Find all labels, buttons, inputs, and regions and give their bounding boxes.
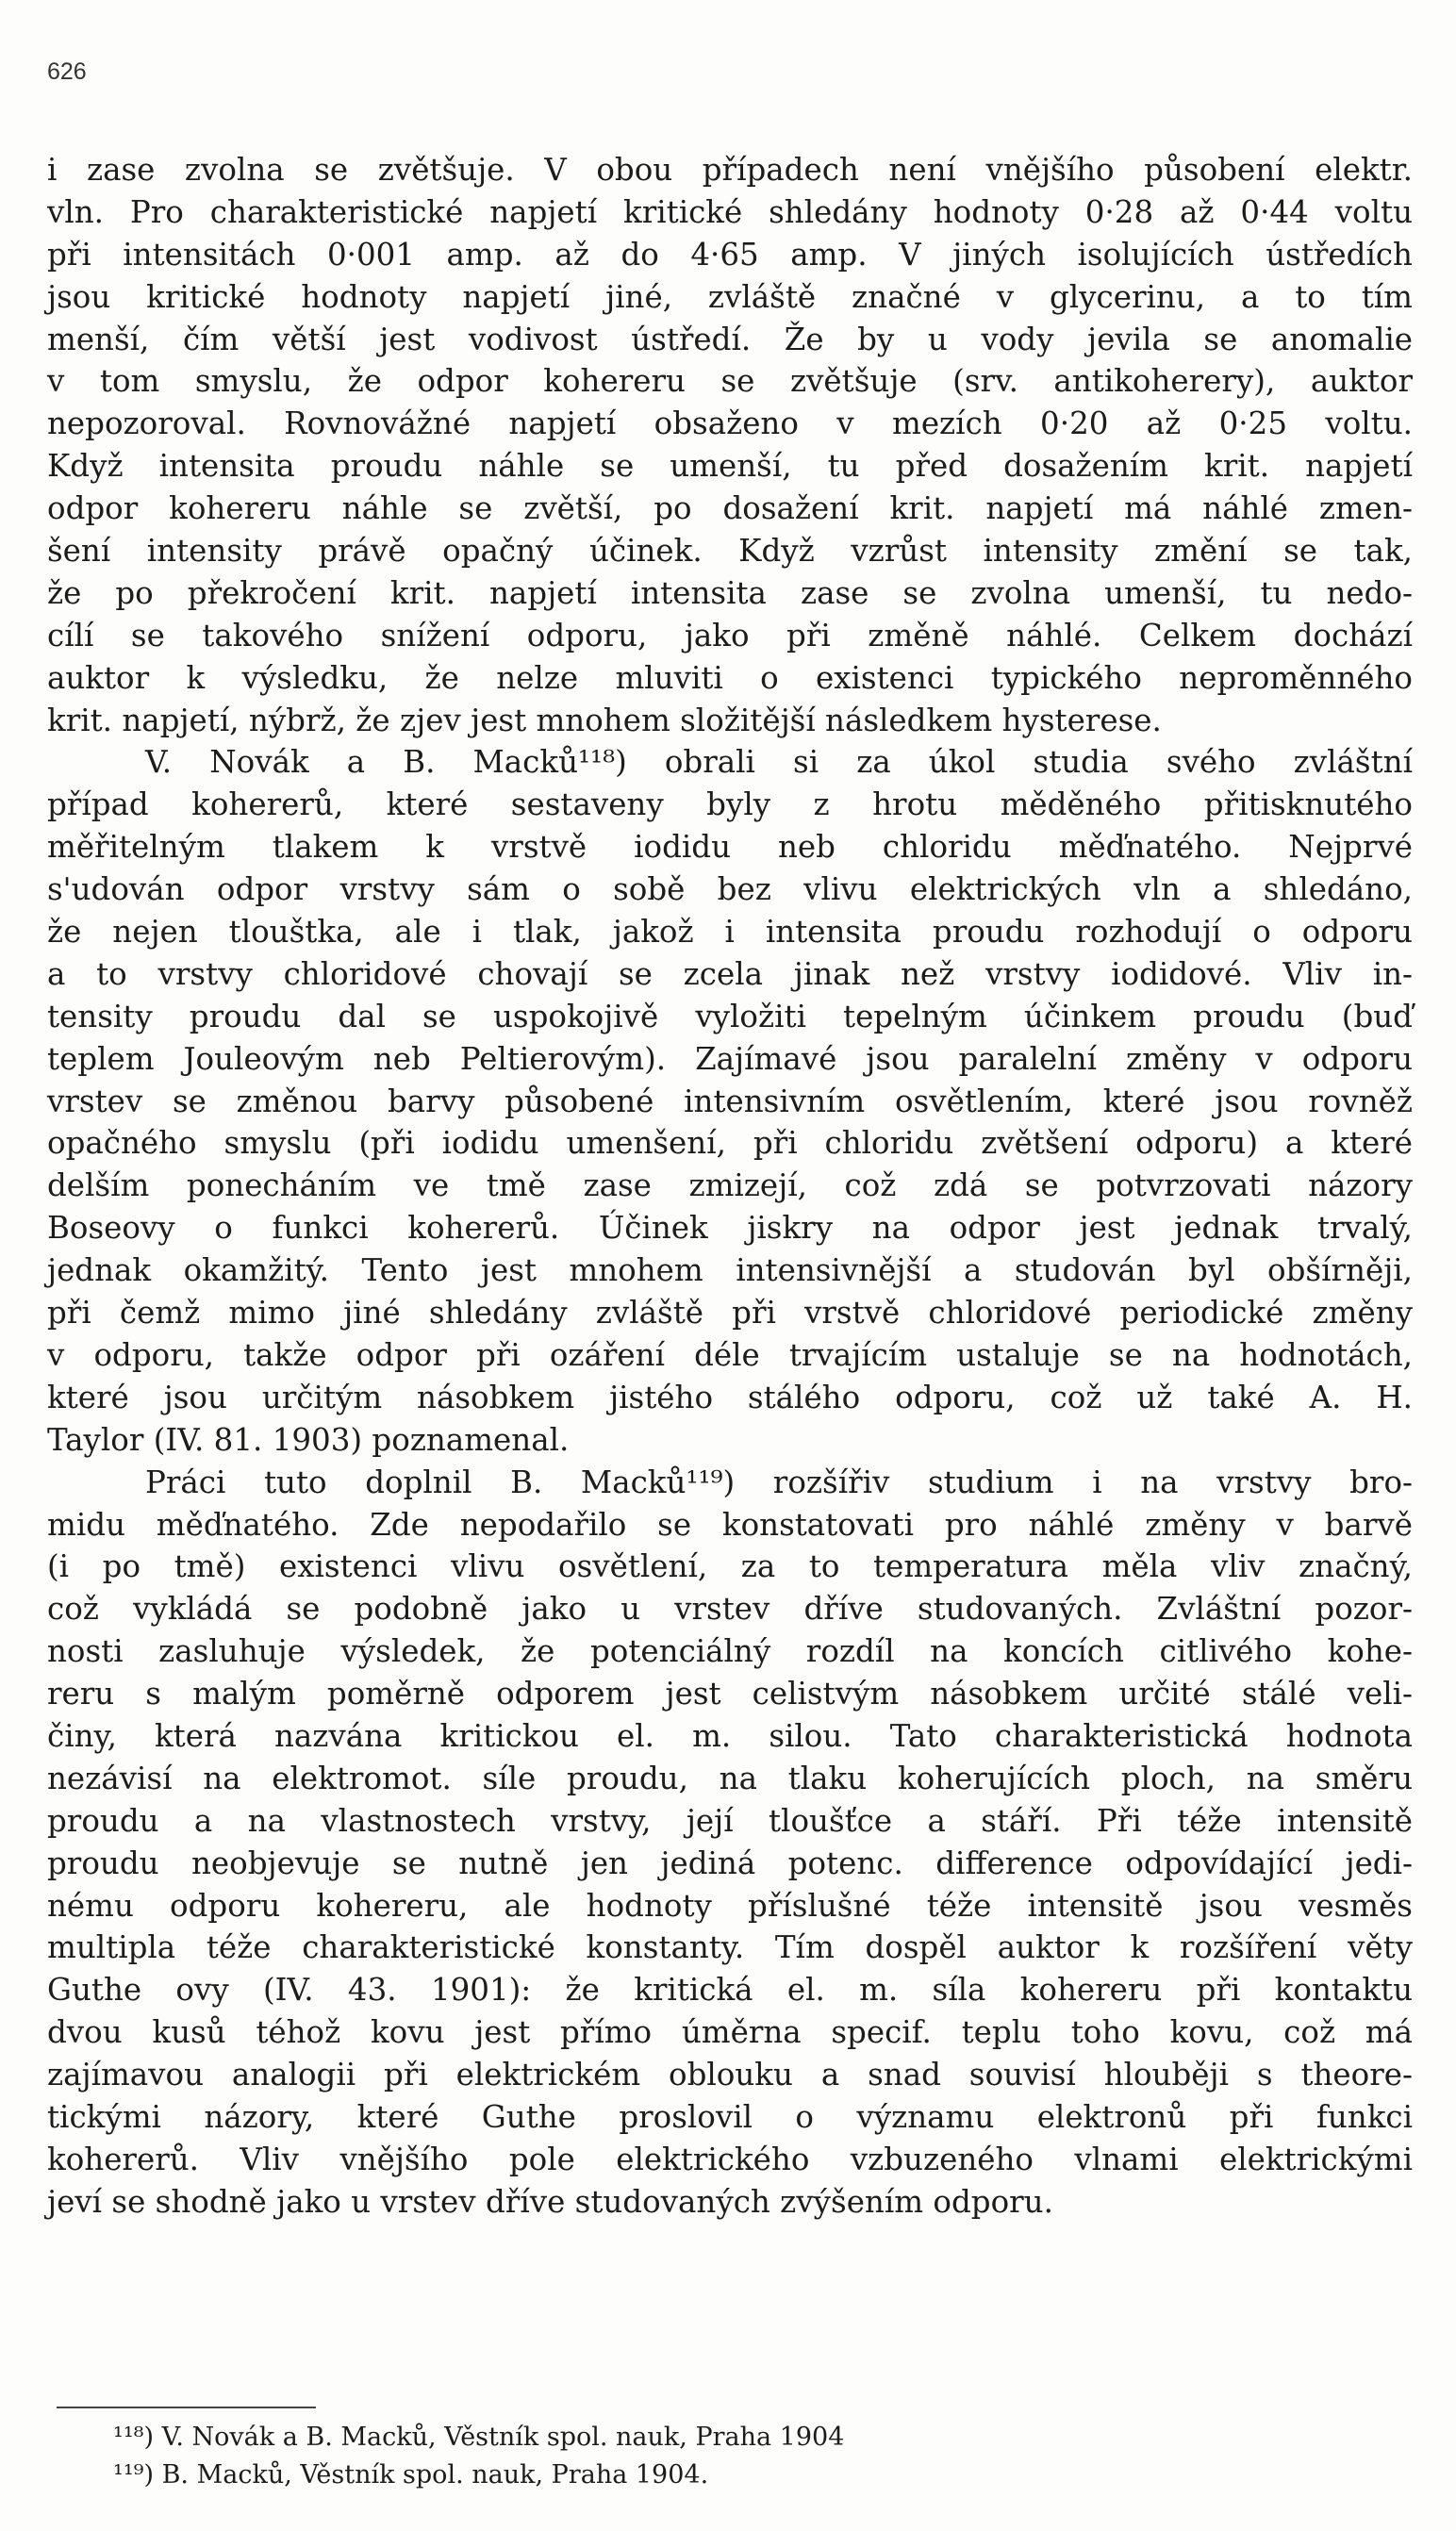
text-line: nezávisí na elektromot. síle proudu, na tlaku koherujících ploch, na směru <box>47 1760 1413 1796</box>
text-line: multipla téže charakteristické konstanty. Tím dospěl auktor k rozšíření věty <box>47 1929 1413 1966</box>
text-line: delším ponecháním ve tmě zase zmizejí, což zdá se potvrzovati názory <box>47 1167 1413 1204</box>
paragraph <box>47 741 1413 1461</box>
text-line: vln. Pro charakteristické napjetí kritické shledány hodnoty 0·28 až 0·44 voltu <box>47 193 1413 230</box>
text-line: s'udován odpor vrstvy sám o sobě bez vlivu elektrických vln a shledáno, <box>47 871 1413 908</box>
text-line: měřitelným tlakem k vrstvě iodidu neb chloridu měďnatého. Nejprvé <box>47 829 1413 866</box>
text-line: Guthe ovy (IV. 43. 1901): že kritická el. m. síla kohereru při kontaktu <box>47 1972 1413 2009</box>
text-line: šení intensity právě opačný účinek. Když vzrůst intensity změní se tak, <box>47 533 1413 570</box>
footnote-divider <box>57 2407 316 2408</box>
footnotes <box>113 2419 1150 2494</box>
text-line: reru s malým poměrně odporem jest celistvým násobkem určité stálé veli- <box>47 1676 1413 1712</box>
text-line: Boseovy o funkci kohererů. Účinek jiskry na odpor jest jednak trvalý, <box>47 1210 1413 1247</box>
text-line: proudu neobjevuje se nutně jen jediná potenc. difference odpovídající jedi- <box>47 1844 1413 1881</box>
text-line: že po překročení krit. napjetí intensita zase se zvolna umenší, tu nedo- <box>47 574 1413 611</box>
text-line: a to vrstvy chloridové chovají se zcela jinak než vrstvy iodidové. Vliv in- <box>47 955 1413 992</box>
text-line: což vykládá se podobně jako u vrstev dříve studovaných. Zvláštní pozor- <box>47 1591 1413 1628</box>
text-line: proudu a na vlastnostech vrstvy, její tloušťce a stáří. Při téže intensitě <box>47 1802 1413 1839</box>
text-line: vrstev se změnou barvy působené intensivním osvětlením, které jsou rovněž <box>47 1083 1413 1119</box>
body-text <box>47 149 1413 2224</box>
text-line: při intensitách 0·001 amp. až do 4·65 amp. V jiných isolujících ústředích <box>47 236 1413 273</box>
page-number: 626 <box>47 58 87 85</box>
text-line: Když intensita proudu náhle se umenší, tu před dosažením krit. napjetí <box>47 448 1413 485</box>
text-line: krit. napjetí, nýbrž, že zjev jest mnohem složitější následkem hysterese. <box>47 702 1162 738</box>
paragraph <box>47 149 1413 741</box>
text-line: při čemž mimo jiné shledány zvláště při vrstvě chloridové periodické změny <box>47 1295 1413 1332</box>
footnote: ¹¹⁹) B. Macků, Věstník spol. nauk, Praha 1904. <box>113 2460 709 2490</box>
text-line: kohererů. Vliv vnějšího pole elektrického vzbuzeného vlnami elektrickými <box>47 2141 1413 2177</box>
text-line: v odporu, takže odpor při ozáření déle trvajícím ustaluje se na hodnotách, <box>47 1336 1413 1373</box>
text-line: midu měďnatého. Zde nepodařilo se konstatovati pro náhlé změny v barvě <box>47 1506 1413 1543</box>
text-line: opačného smyslu (při iodidu umenšení, při chloridu zvětšení odporu) a které <box>47 1125 1413 1162</box>
text-line: tickými názory, které Guthe proslovil o významu elektronů při funkci <box>47 2098 1413 2135</box>
text-line: v tom smyslu, že odpor kohereru se zvětšuje (srv. antikoherery), auktor <box>47 363 1413 400</box>
text-line: tensity proudu dal se uspokojivě vyložiti tepelným účinkem proudu (buď <box>47 998 1413 1034</box>
text-line: že nejen tlouštka, ale i tlak, jakož i intensita proudu rozhodují o odporu <box>47 914 1413 951</box>
text-line: (i po tmě) existenci vlivu osvětlení, za to temperatura měla vliv značný, <box>47 1548 1413 1585</box>
text-line: činy, která nazvána kritickou el. m. silou. Tato charakteristická hodnota <box>47 1717 1413 1754</box>
text-line: menší, čím větší jest vodivost ústředí. Že by u vody jevila se anomalie <box>47 321 1413 357</box>
text-line: odpor kohereru náhle se zvětší, po dosažení krit. napjetí má náhlé zmen- <box>47 490 1413 527</box>
footnote: ¹¹⁸) V. Novák a B. Macků, Věstník spol. nauk, Praha 1904 <box>113 2423 845 2452</box>
text-line: i zase zvolna se zvětšuje. V obou případech není vnějšího působení elektr. <box>47 152 1413 188</box>
text-line: V. Novák a B. Macků¹¹⁸) obrali si za úkol studia svého zvláštní <box>145 744 1413 781</box>
text-line: Taylor (IV. 81. 1903) poznamenal. <box>47 1421 570 1458</box>
text-line: teplem Jouleovým neb Peltierovým). Zajímavé jsou paralelní změny v odporu <box>47 1040 1413 1077</box>
paragraph <box>47 1462 1413 2224</box>
text-line: jednak okamžitý. Tento jest mnohem intensivnější a studován byl obšírněji, <box>47 1252 1413 1289</box>
text-line: nému odporu kohereru, ale hodnoty příslušné téže intensitě jsou vesměs <box>47 1887 1413 1924</box>
text-line: jeví se shodně jako u vrstev dříve studovaných zvýšením odporu. <box>47 2183 1053 2220</box>
text-line: nepozoroval. Rovnovážné napjetí obsaženo v mezích 0·20 až 0·25 voltu. <box>47 405 1413 442</box>
text-line: auktor k výsledku, že nelze mluviti o existenci typického neproměnného <box>47 659 1413 696</box>
text-line: které jsou určitým násobkem jistého stálého odporu, což už také A. H. <box>47 1379 1413 1415</box>
text-line: případ kohererů, které sestaveny byly z hrotu měděného přitisknutého <box>47 786 1413 823</box>
text-line: Práci tuto doplnil B. Macků¹¹⁹) rozšířiv studium i na vrstvy bro- <box>145 1464 1413 1500</box>
text-line: nosti zasluhuje výsledek, že potenciálný rozdíl na koncích citlivého kohe- <box>47 1633 1413 1670</box>
text-line: zajímavou analogii při elektrickém oblouku a snad souvisí hlouběji s theore- <box>47 2057 1413 2093</box>
text-line: dvou kusů téhož kovu jest přímo úměrna specif. teplu toho kovu, což má <box>47 2014 1413 2051</box>
text-line: cílí se takového snížení odporu, jako při změně náhlé. Celkem dochází <box>47 617 1413 653</box>
text-line: jsou kritické hodnoty napjetí jiné, zvláště značné v glycerinu, a to tím <box>47 278 1413 315</box>
